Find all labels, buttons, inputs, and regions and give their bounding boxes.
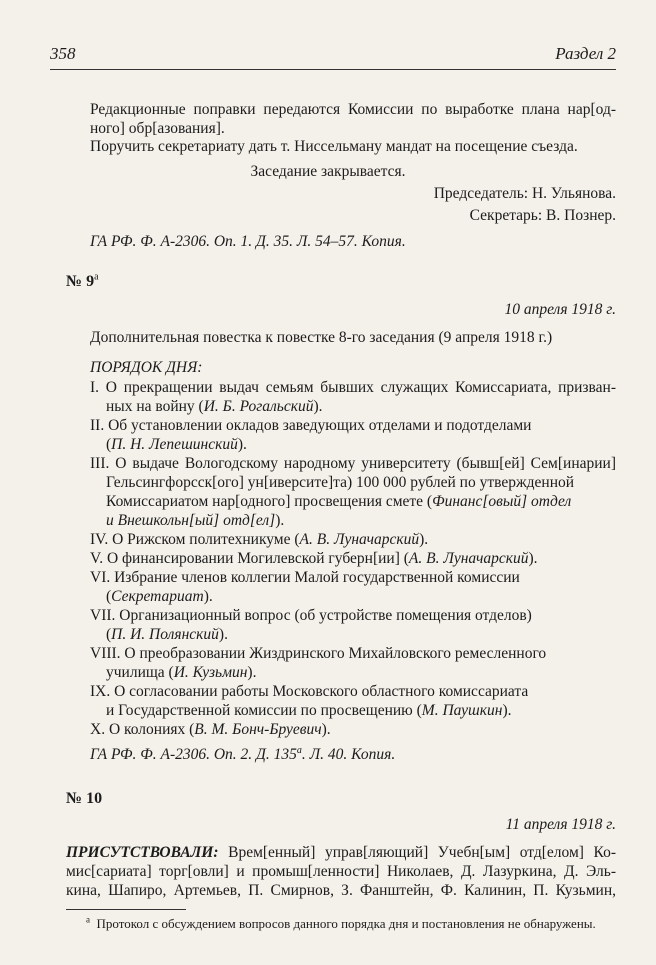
- agenda-item-6: VI. Избрание членов коллегии Малой государственной комиссии: [90, 569, 520, 586]
- footnote-rule: [66, 909, 186, 910]
- agenda-item-1-cont: ных на войну (И. Б. Рогальский).: [106, 398, 323, 415]
- agenda-item-3-cont: Гельсингфорсск[ого] ун[иверсите]та) 100 000 рублей по утвержденной: [106, 474, 575, 491]
- attendance-line: ПРИСУТСТВОВАЛИ: Врем[енный] управ[ляющий] Учебн[ым] отд[елом] Ко-: [66, 844, 617, 861]
- attendance-line: мис[сариата] торг[овли] и промыш[ленности] Николаев, Д. Лазуркина, Д. Эль-: [66, 863, 616, 880]
- agenda-item-1: I. О прекращении выдач семьям бывших служащих Комиссариата, призван-: [90, 379, 616, 396]
- agenda-item-4: IV. О Рижском политехникуме (А. В. Луначарский).: [90, 531, 429, 548]
- agenda-heading: ПОРЯДОК ДНЯ:: [90, 359, 203, 376]
- agenda-item-3: III. О выдаче Вологодскому народному университету (бывш[ей] Сем[инарии]: [90, 455, 616, 472]
- agenda-item-10: X. О колониях (В. М. Бонч-Бруевич).: [90, 721, 331, 738]
- text-line: ного] обр[азования].: [90, 120, 225, 137]
- section-title: Раздел 2: [555, 44, 616, 63]
- agenda-item-8-cont: училища (И. Кузьмин).: [106, 664, 257, 681]
- archive-citation: ГА РФ. Ф. А-2306. Оп. 2. Д. $135^а$. Л. 40. Копия.: [90, 744, 396, 763]
- document-date: 10 апреля 1918 г.: [504, 301, 616, 318]
- secretary-signature: Секретарь: В. Познер.: [469, 207, 616, 224]
- attendance-label: ПРИСУТСТВОВАЛИ:: [66, 844, 219, 861]
- document-number: № 10: [66, 790, 103, 807]
- agenda-item-5: V. О финансировании Могилевской губерн[ии] (А. В. Луначарский).: [90, 550, 538, 567]
- footnote-mark: а: [94, 271, 99, 283]
- chairman-signature: Председатель: Н. Ульянова.: [433, 185, 616, 202]
- agenda-item-8: VIII. О преобразовании Жиздринского Михайловского ремесленного: [90, 645, 547, 662]
- agenda-item-9-cont: и Государственной комиссии по просвещению (М. Паушкин).: [106, 702, 512, 719]
- header-rule: [50, 69, 616, 70]
- footnote-mark: а: [86, 914, 90, 925]
- citation-superscript: а: [296, 744, 302, 756]
- document-title: Дополнительная повестка к повестке 8-го заседания (9 апреля 1918 г.): [90, 329, 553, 346]
- archive-citation: ГА РФ. Ф. А-2306. Оп. 1. Д. 35. Л. 54–57. Копия.: [90, 233, 406, 250]
- document-number: № $9^а$: [66, 271, 99, 290]
- closing-line: Заседание закрывается.: [250, 163, 406, 180]
- agenda-item-2: II. Об установлении окладов заведующих отделами и подотделами: [90, 417, 532, 434]
- page-number: 358: [50, 44, 76, 63]
- text-line: Редакционные поправки передаются Комиссии по выработке плана нар[од-: [90, 101, 616, 118]
- agenda-item-9: IX. О согласовании работы Московского областного комиссариата: [90, 683, 529, 700]
- agenda-item-6-cont: (Секретариат).: [106, 588, 213, 605]
- document-date: 11 апреля 1918 г.: [505, 816, 616, 833]
- agenda-item-3-cont: Комиссариатом нар[одного] просвещения смете (Финанс[овый] отдел: [106, 493, 572, 510]
- text-line: Поручить секретариату дать т. Ниссельману мандат на посещение съезда.: [90, 138, 578, 155]
- agenda-item-7-cont: (П. И. Полянский).: [106, 626, 228, 643]
- attendance-line: кина, Шапиро, Артемьев, П. Смирнов, З. Фанштейн, Ф. Калинин, П. Кузьмин,: [66, 882, 616, 899]
- footnote: $^а$ Протокол с обсуждением вопросов данного порядка дня и постановления не обнаружены.: [86, 914, 596, 931]
- agenda-item-3-cont: и Внешкольн[ый] отд[ел]).: [106, 512, 285, 529]
- agenda-item-7: VII. Организационный вопрос (об устройстве помещения отделов): [90, 607, 532, 624]
- agenda-item-2-cont: (П. Н. Лепешинский).: [106, 436, 247, 453]
